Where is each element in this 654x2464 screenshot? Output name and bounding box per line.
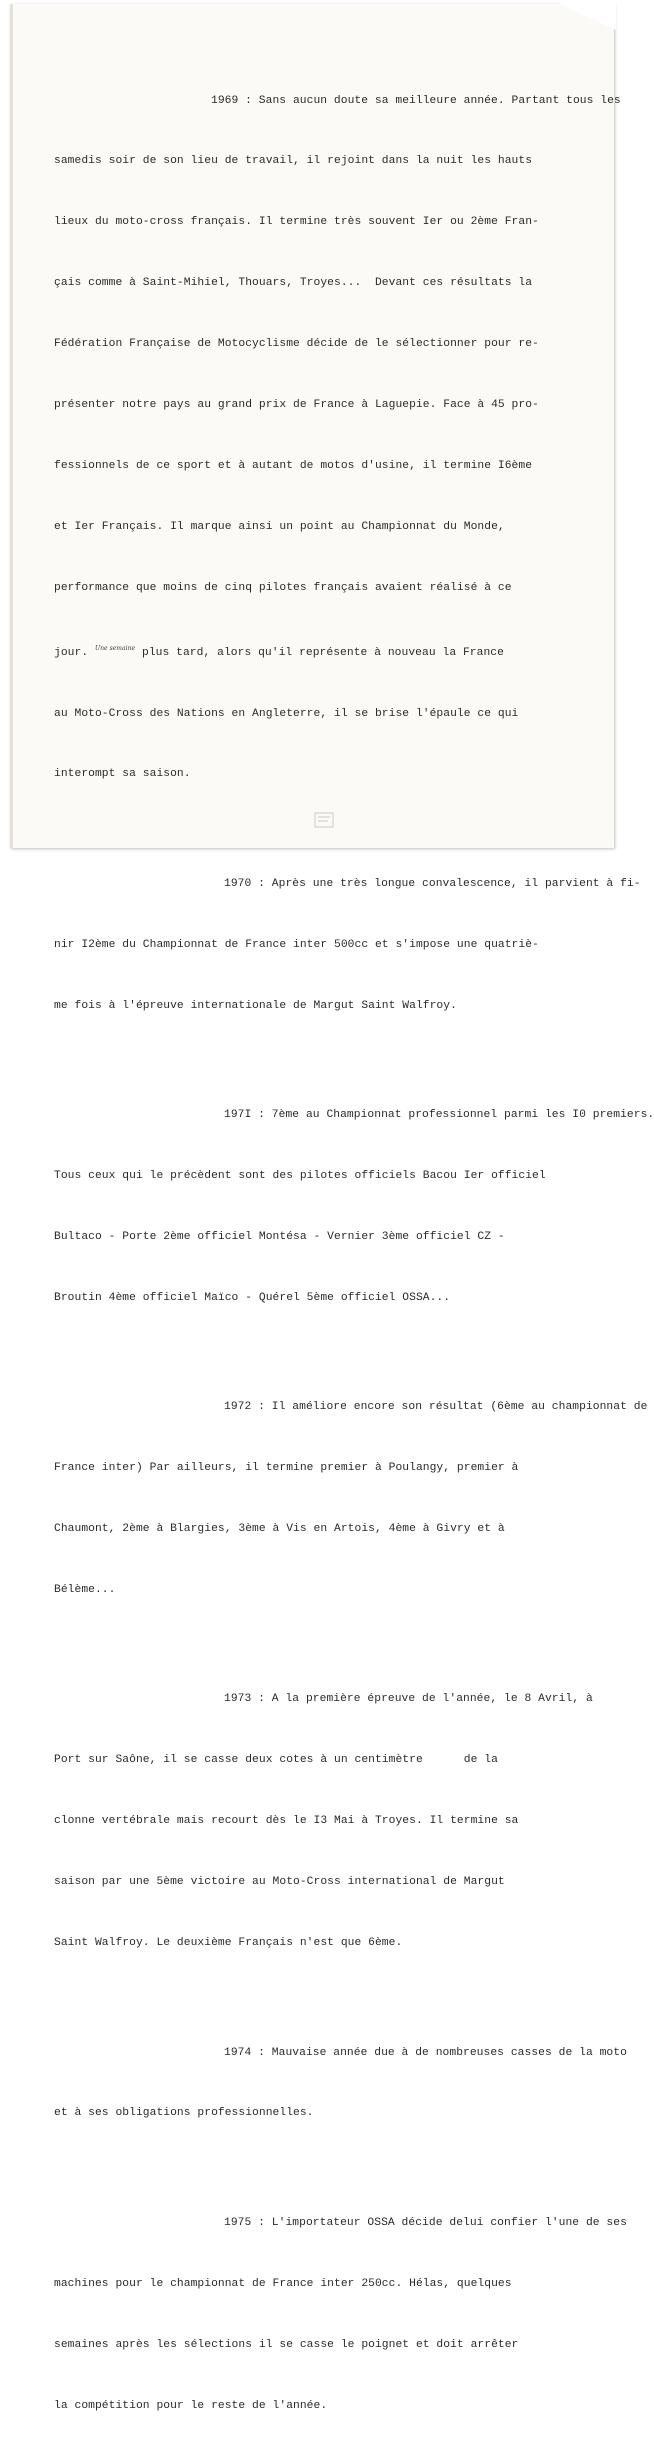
text-line: fessionnels de ce sport et à autant de motos d'usine, il termine I6ème <box>54 459 533 472</box>
text-line: lieux du moto-cross français. Il termine très souvent Ier ou 2ème Fran- <box>54 216 539 229</box>
text-line: Bélème... <box>54 1583 116 1596</box>
paragraph-1974 <box>54 2002 627 2164</box>
text-line <box>54 639 610 663</box>
text-line: me fois à l'épreuve internationale de Margut Saint Walfroy. <box>54 999 457 1012</box>
text-line: Bultaco - Porte 2ème officiel Montésa - Vernier 3ème officiel CZ - <box>54 1230 505 1243</box>
text-line: France inter) Par ailleurs, il termine premier à Poulangy, premier à <box>54 1462 519 1475</box>
text-line: et Ier Français. Il marque ainsi un point au Championnat du Monde, <box>54 520 505 533</box>
handwritten-note: Une semaine <box>95 644 136 652</box>
text-line: clonne vertébrale mais recourt dès le I3 Mai à Troyes. Il termine sa <box>54 1815 519 1828</box>
text-line: Chaumont, 2ème à Blargies, 3ème à Vis en Artois, 4ème à Givry et à <box>54 1523 505 1536</box>
text-line: la compétition pour le reste de l'année. <box>54 2399 328 2412</box>
text-line: 1969 : Sans aucun doute sa meilleure année. Partant tous les <box>211 94 621 107</box>
paragraph-1975 <box>54 2172 627 2456</box>
text-line: et à ses obligations professionnelles. <box>54 2107 314 2120</box>
paragraph-1969 <box>54 50 621 825</box>
text-line: nir I2ème du Championnat de France inter 500cc et s'impose une quatriè- <box>54 938 539 951</box>
text-line: 1973 : A la première épreuve de l'année, le 8 Avril, à <box>224 1693 593 1706</box>
text-line: Port sur Saône, il se casse deux cotes à un centimètre de la <box>54 1754 498 1767</box>
typed-text-body <box>54 50 654 2464</box>
text-line: 1972 : Il améliore encore son résultat (6ème au championnat de <box>224 1401 648 1414</box>
text-line: saison par une 5ème victoire au Moto-Cross international de Margut <box>54 1876 505 1889</box>
text-line: interompt sa saison. <box>54 768 191 781</box>
text-line: 1974 : Mauvaise année due à de nombreuses casses de la moto <box>224 2046 627 2059</box>
paragraph-1970 <box>54 833 641 1056</box>
folded-corner <box>556 2 616 30</box>
text-line: Tous ceux qui le précèdent sont des pilotes officiels Bacou Ier officiel <box>54 1170 546 1183</box>
paragraph-1972 <box>54 1357 648 1641</box>
text-line: présenter notre pays au grand prix de France à Laguepie. Face à 45 pro- <box>54 399 539 412</box>
text-line: 1970 : Après une très longue convalescence, il parvient à fi- <box>224 877 641 890</box>
text-line: Broutin 4ème officiel Maïco - Quérel 5ème officiel OSSA... <box>54 1291 451 1304</box>
text-line: semaines après les sélections il se casse le poignet et doit arrêter <box>54 2338 519 2351</box>
paragraph-1971 <box>54 1065 654 1349</box>
text-line: samedis soir de son lieu de travail, il rejoint dans la nuit les hauts <box>54 155 533 168</box>
text-line: 197I : 7ème au Championnat professionnel parmi les I0 premiers. <box>224 1109 654 1122</box>
text-line: machines pour le championnat de France inter 250cc. Hélas, quelques <box>54 2277 512 2290</box>
text-line: çais comme à Saint-Mihiel, Thouars, Troyes... Devant ces résultats la <box>54 277 533 290</box>
document-page <box>10 4 654 2412</box>
paragraph-1973 <box>54 1649 610 1994</box>
text-line: Saint Walfroy. Le deuxième Français n'est que 6ème. <box>54 1937 403 1950</box>
text-line: au Moto-Cross des Nations en Angleterre, il se brise l'épaule ce qui <box>54 707 519 720</box>
faded-stamp-mark <box>314 812 334 828</box>
text-line: performance que moins de cinq pilotes français avaient réalisé à ce <box>54 581 512 594</box>
text-line: 1975 : L'importateur OSSA décide delui confier l'une de ses <box>224 2216 627 2229</box>
text-line: Fédération Française de Motocyclisme décide de le sélectionner pour re- <box>54 338 539 351</box>
text-line-start: jour. <box>54 646 89 659</box>
text-line-end: plus tard, alors qu'il représente à nouveau la France <box>135 646 504 659</box>
paper-edge <box>10 4 13 848</box>
